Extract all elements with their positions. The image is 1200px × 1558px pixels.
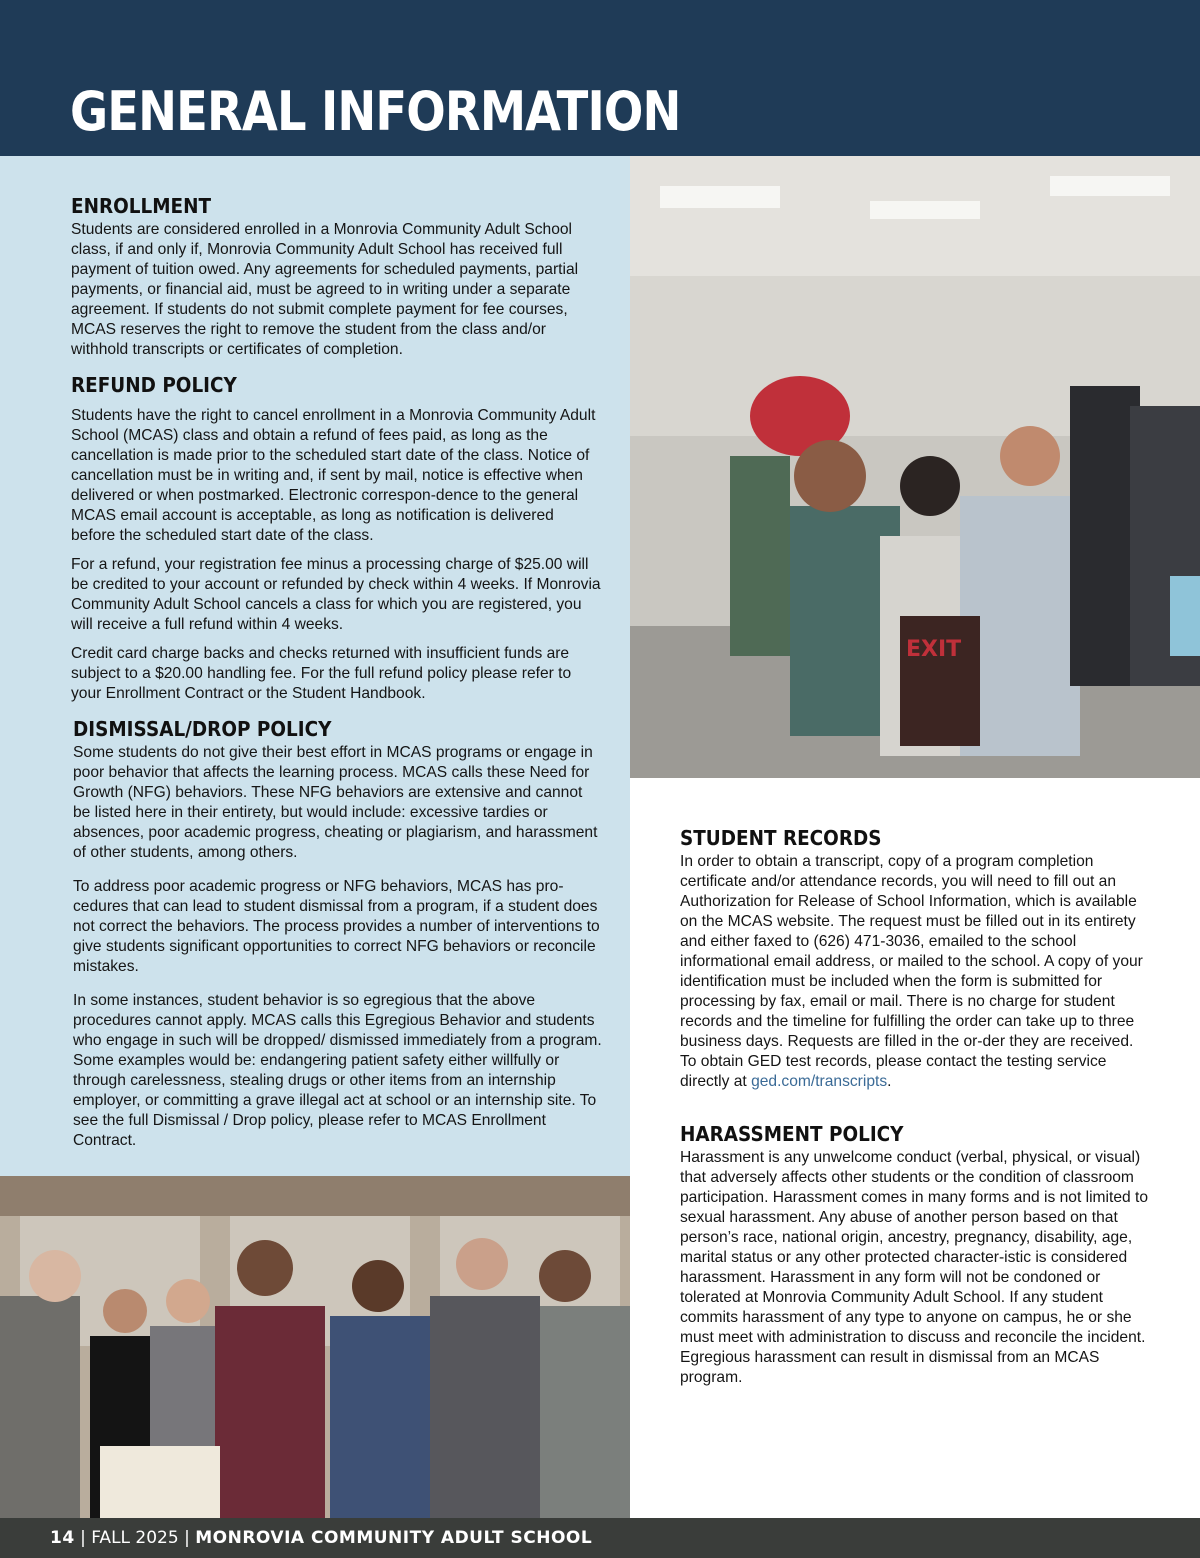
dismissal-paragraph-1: Some students do not give their best effort in MCAS programs or engage in poor behavior that affects the learning process. MCAS calls these Need for Growth (NFG) behaviors. These NFG behaviors are extensive and cannot be listed here in their entirety, but would include: excessive tardies or absences, poor academic progress, cheating or plagiarism, and harassment of other students, among others. xyxy=(73,744,598,861)
footer-school-name: MONROVIA COMMUNITY ADULT SCHOOL xyxy=(195,1528,593,1548)
student-records-body: In order to obtain a transcript, copy of a program completion certificate and/or attendance records, you will need to fill out an Authorization for Release of School Information, which is available on the MCAS website. The request must be filled out in its entirety and either faxed to (626) 471-3036, emailed to the school informational email address, or mailed to the school. A copy of your identification must be included when the form is submitted for processing by fax, email or mail. There is no charge for student records and the timeline for fulfilling the order can take up to three business days. Requests are filled in the or-der they are received. To obtain GED test records, please contact the testing service directly at xyxy=(680,853,1143,1090)
footer-separator-1: | xyxy=(80,1528,86,1548)
exit-sign-text: EXIT xyxy=(906,637,962,662)
dismissal-paragraph-3: In some instances, student behavior is so egregious that the above procedures cannot apply. MCAS calls this Egregious Behavior and students who engage in such will be dropped/ dismissed immediately from a program. Some examples would be: endangering patient safety either willfully or through carelessness, stealing drugs or other items from an internship employer, or committing a grave illegal act at school or an internship site. To see the full Dismissal / Drop policy, please refer to MCAS Enrollment Contract. xyxy=(73,992,602,1149)
footer-season: FALL 2025 xyxy=(91,1528,179,1548)
dismissal-paragraph-2: To address poor academic progress or NFG behaviors, MCAS has pro-cedures that can lead to student dismissal from a program, if a student does not correct the behaviors. The process provides a number of interventions to give students significant opportunities to correct NFG behaviors or reconcile mistakes. xyxy=(73,878,600,975)
student-records-end: . xyxy=(887,1073,892,1090)
refund-paragraph-3: Credit card charge backs and checks returned with insufficient funds are subject to a $20.00 handling fee. For the full refund policy please refer to your Enrollment Contract or the Student Handbook. xyxy=(71,645,572,702)
page-number: 14 xyxy=(50,1528,75,1548)
page-header xyxy=(0,0,1200,156)
enrollment-heading: ENROLLMENT xyxy=(71,194,212,218)
page-footer xyxy=(0,1518,1200,1558)
harassment-policy-section xyxy=(680,1122,1150,1388)
staff-group-photo xyxy=(0,1176,630,1518)
student-records-text xyxy=(680,852,1150,1092)
enrollment-text: Students are considered enrolled in a Monrovia Community Adult School class, if and only if, Monrovia Community Adult School has received full payment of tuition owed. Any agreements for scheduled payments, partial payments, or financial aid, must be agreed to in writing under a separate agreement. If students do not submit complete payment for fee courses, MCAS reserves the right to remove the student from the class and/or withhold transcripts or certificates of completion. xyxy=(71,221,579,358)
event-crowd-photo xyxy=(630,156,1200,778)
harassment-policy-text: Harassment is any unwelcome conduct (verbal, physical, or visual) that adversely affects other students or the condition of classroom participation. Harassment comes in many forms and is not limited to sexual harassment. Any abuse of another person based on that person’s race, national origin, ancestry, pregnancy, disability, age, marital status or any other protected character-istic is considered harassment. Harassment in any form will not be condoned or tolerated at Monrovia Community Adult School. If any student commits harassment of any type to anyone on campus, he or she must meet with administration to discuss and reconcile the incident. Egregious harassment can result in dismissal from an MCAS program. xyxy=(680,1149,1149,1386)
enrollment-section xyxy=(71,194,601,360)
dismissal-policy-section xyxy=(73,717,603,1151)
student-records-heading: STUDENT RECORDS xyxy=(680,826,882,850)
refund-paragraph-1: Students have the right to cancel enrollment in a Monrovia Community Adult School (MCAS) class and obtain a refund of fees paid, as long as the cancellation is made prior to the scheduled start date of the class. Notice of cancellation must be in writing and, if sent by mail, notice is effective when delivered or when postmarked. Electronic correspon-dence to the general MCAS email account is acceptable, as long as notification is delivered before the scheduled start date of the class. xyxy=(71,407,596,544)
footer-separator-2: | xyxy=(184,1528,190,1548)
ged-transcripts-link[interactable]: ged.com/transcripts xyxy=(751,1073,888,1090)
refund-policy-section xyxy=(71,373,601,704)
page-title: GENERAL INFORMATION xyxy=(70,80,681,143)
student-records-section xyxy=(680,826,1150,1092)
harassment-policy-heading: HARASSMENT POLICY xyxy=(680,1122,904,1146)
dismissal-policy-heading: DISMISSAL/DROP POLICY xyxy=(73,717,332,741)
refund-policy-heading: REFUND POLICY xyxy=(71,373,237,397)
refund-paragraph-2: For a refund, your registration fee minus a processing charge of $25.00 will be credited to your account or refunded by check within 4 weeks. If Monrovia Community Adult School cancels a class for which you are registered, you will receive a full refund within 4 weeks. xyxy=(71,556,601,633)
